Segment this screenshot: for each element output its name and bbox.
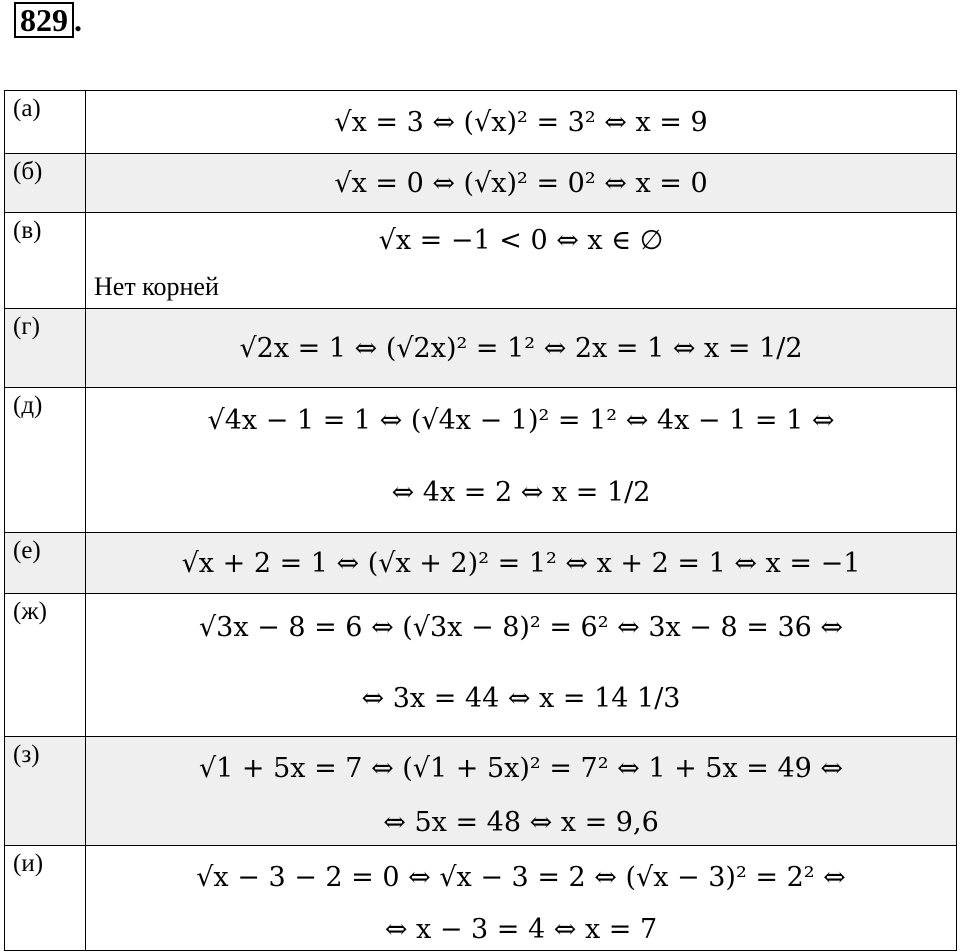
equation-line: √x = 0 ⇔ (√x)² = 0² ⇔ x = 0: [334, 167, 708, 199]
row-content: [86, 533, 957, 594]
table-row: [5, 594, 957, 737]
row-label: (и): [5, 846, 86, 951]
equation-line: √x = −1 < 0 ⇔ x ∈ ∅: [378, 224, 664, 256]
equation-line: √3x − 8 = 6 ⇔ (√3x − 8)² = 6² ⇔ 3x − 8 = 36 ⇔: [198, 611, 844, 643]
problem-number-box: 829: [14, 2, 74, 38]
table-row: [5, 388, 957, 533]
table-row: [5, 737, 957, 846]
row-content: [86, 309, 957, 388]
row-label: (е): [5, 533, 86, 594]
equation-line: √x + 2 = 1 ⇔ (√x + 2)² = 1² ⇔ x + 2 = 1 ⇔ x = −1: [181, 547, 861, 579]
equation-line: ⇔ 5x = 48 ⇔ x = 9,6: [383, 806, 659, 838]
equation-line: √x − 3 − 2 = 0 ⇔ √x − 3 = 2 ⇔ (√x − 3)² = 2² ⇔: [196, 861, 846, 893]
problem-number: [14, 2, 82, 38]
problem-number-suffix: .: [74, 2, 82, 38]
row-content: [86, 737, 957, 846]
row-content: [86, 213, 957, 309]
row-label: (д): [5, 388, 86, 533]
row-note: Нет корней: [94, 272, 219, 301]
solutions-table: [4, 90, 957, 951]
row-content: [86, 846, 957, 951]
row-label: (г): [5, 309, 86, 388]
row-label: (а): [5, 91, 86, 154]
equation-line: √4x − 1 = 1 ⇔ (√4x − 1)² = 1² ⇔ 4x − 1 = 1 ⇔: [207, 404, 835, 436]
equation-line: ⇔ x − 3 = 4 ⇔ x = 7: [384, 913, 658, 945]
row-content: [86, 388, 957, 533]
table-row: [5, 154, 957, 213]
row-content: [86, 594, 957, 737]
table-row: [5, 213, 957, 309]
table-row: [5, 846, 957, 951]
equation-line: ⇔ 3x = 44 ⇔ x = 14 1/3: [361, 682, 681, 714]
row-label: (з): [5, 737, 86, 846]
equation-line: √2x = 1 ⇔ (√2x)² = 1² ⇔ 2x = 1 ⇔ x = 1/2: [239, 332, 803, 364]
row-label: (б): [5, 154, 86, 213]
equation-line: ⇔ 4x = 2 ⇔ x = 1/2: [391, 476, 651, 508]
equation-line: √x = 3 ⇔ (√x)² = 3² ⇔ x = 9: [334, 106, 708, 138]
table-row: [5, 91, 957, 154]
table-row: [5, 309, 957, 388]
row-content: [86, 91, 957, 154]
equation-line: √1 + 5x = 7 ⇔ (√1 + 5x)² = 7² ⇔ 1 + 5x = 49 ⇔: [198, 752, 844, 784]
row-content: [86, 154, 957, 213]
row-label: (в): [5, 213, 86, 309]
row-label: (ж): [5, 594, 86, 737]
table-row: [5, 533, 957, 594]
